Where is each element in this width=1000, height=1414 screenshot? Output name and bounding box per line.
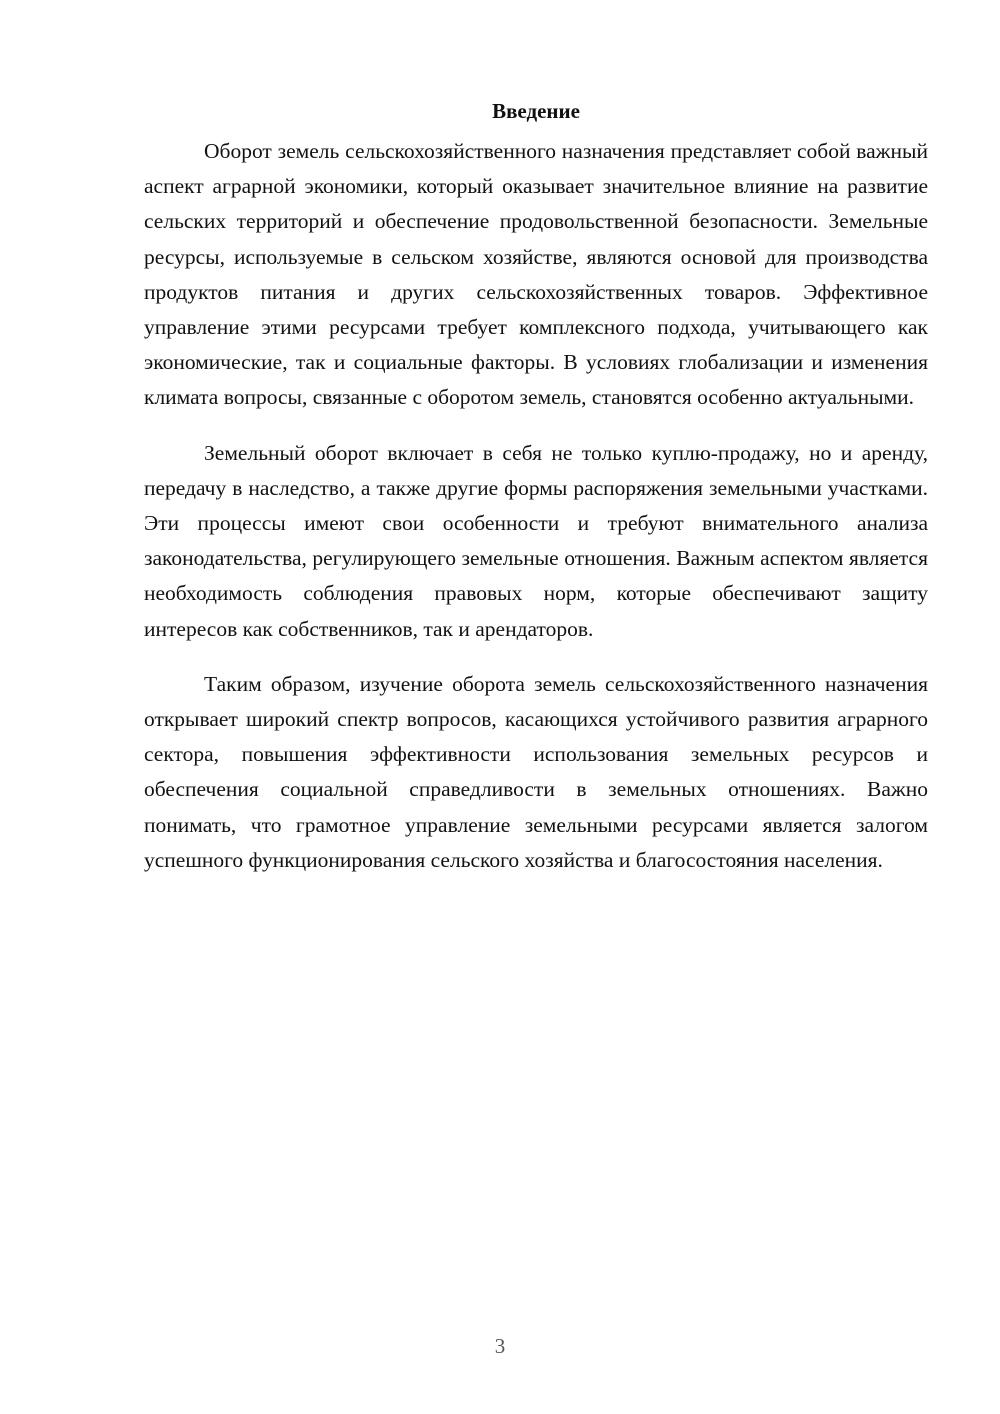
section-title: Введение xyxy=(492,99,580,123)
page-content xyxy=(144,96,928,898)
paragraph-3: Таким образом, изучение оборота земель сельскохозяйственного назначения открывает широкий спектр вопросов, касающихся устойчивого развития аграрного сектора, повышения эффективности использования земельных ресурсов и обеспечения социальной справедливости в земельных отношениях. Важно понимать, что грамотное управление земельными ресурсами является залогом успешного функционирования сельского хозяйства и благосостояния населения. xyxy=(144,671,928,872)
paragraph-2: Земельный оборот включает в себя не только куплю-продажу, но и аренду, передачу в наследство, а также другие формы распоряжения земельными участками. Эти процессы имеют свои особенности и требуют внимательного анализа законодательства, регулирующего земельные отношения. Важным аспектом является необходимость соблюдения правовых норм, которые обеспечивают защиту интересов как собственников, так и арендаторов. xyxy=(144,440,928,641)
page-number: 3 xyxy=(494,1334,506,1358)
paragraph-1: Оборот земель сельскохозяйственного назначения представляет собой важный аспект аграрной экономики, который оказывает значительное влияние на развитие сельских территорий и обеспечение продовольственной безопасности. Земельные ресурсы, используемые в сельском хозяйстве, являются основой для производства продуктов питания и других сельскохозяйственных товаров. Эффективное управление этими ресурсами требует комплексного подхода, учитывающего как экономические, так и социальные факторы. В условиях глобализации и изменения климата вопросы, связанные с оборотом земель, становятся особенно актуальными. xyxy=(144,139,928,410)
